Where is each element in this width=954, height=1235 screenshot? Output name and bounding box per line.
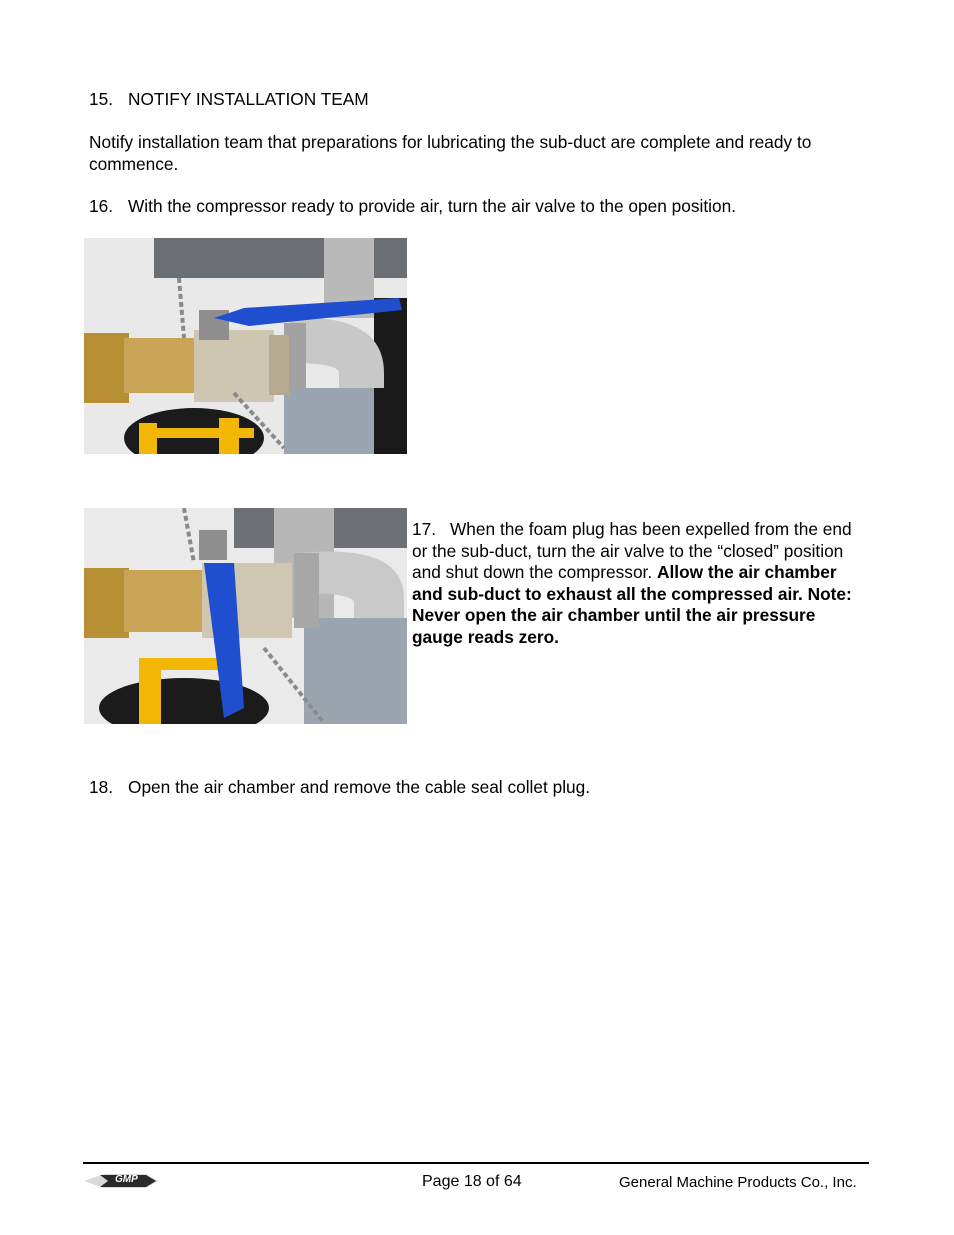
valve-open-photo — [84, 238, 407, 454]
notify-paragraph: Notify installation team that preparations for lubricating the sub-duct are complete and ready to commence. — [89, 132, 812, 174]
valve-closed-illustration — [84, 508, 407, 724]
step-17-warning: Allow the air chamber and sub-duct to exhaust all the compressed air. Note: Never open the air chamber until the air pressure gauge reads zero. — [412, 562, 852, 647]
valve-open-illustration — [84, 238, 407, 454]
step-17-number: 17. — [412, 519, 437, 539]
company-name: General Machine Products Co., Inc. — [619, 1174, 857, 1191]
step-18-number: 18. — [89, 777, 114, 797]
step-16 — [89, 196, 736, 218]
step-17-text: When the foam plug has been expelled from the end or the sub-duct, turn the air valve to the “closed” position and shut down the compressor. — [412, 519, 852, 582]
step-18 — [89, 777, 590, 799]
step-15-title: NOTIFY INSTALLATION TEAM — [128, 89, 369, 109]
step-16-text: With the compressor ready to provide air, turn the air valve to the open position. — [128, 196, 737, 216]
page-number: Page 18 of 64 — [422, 1173, 522, 1190]
step-15-heading — [89, 89, 369, 111]
step-17 — [412, 519, 866, 648]
step-15-number: 15. — [89, 89, 114, 109]
step-18-text: Open the air chamber and remove the cable seal collet plug. — [128, 777, 591, 797]
valve-closed-photo — [84, 508, 407, 724]
footer-rule — [83, 1162, 869, 1164]
step-16-number: 16. — [89, 196, 114, 216]
gmp-logo-text: GMP — [115, 1174, 138, 1185]
gmp-logo — [84, 1171, 160, 1191]
